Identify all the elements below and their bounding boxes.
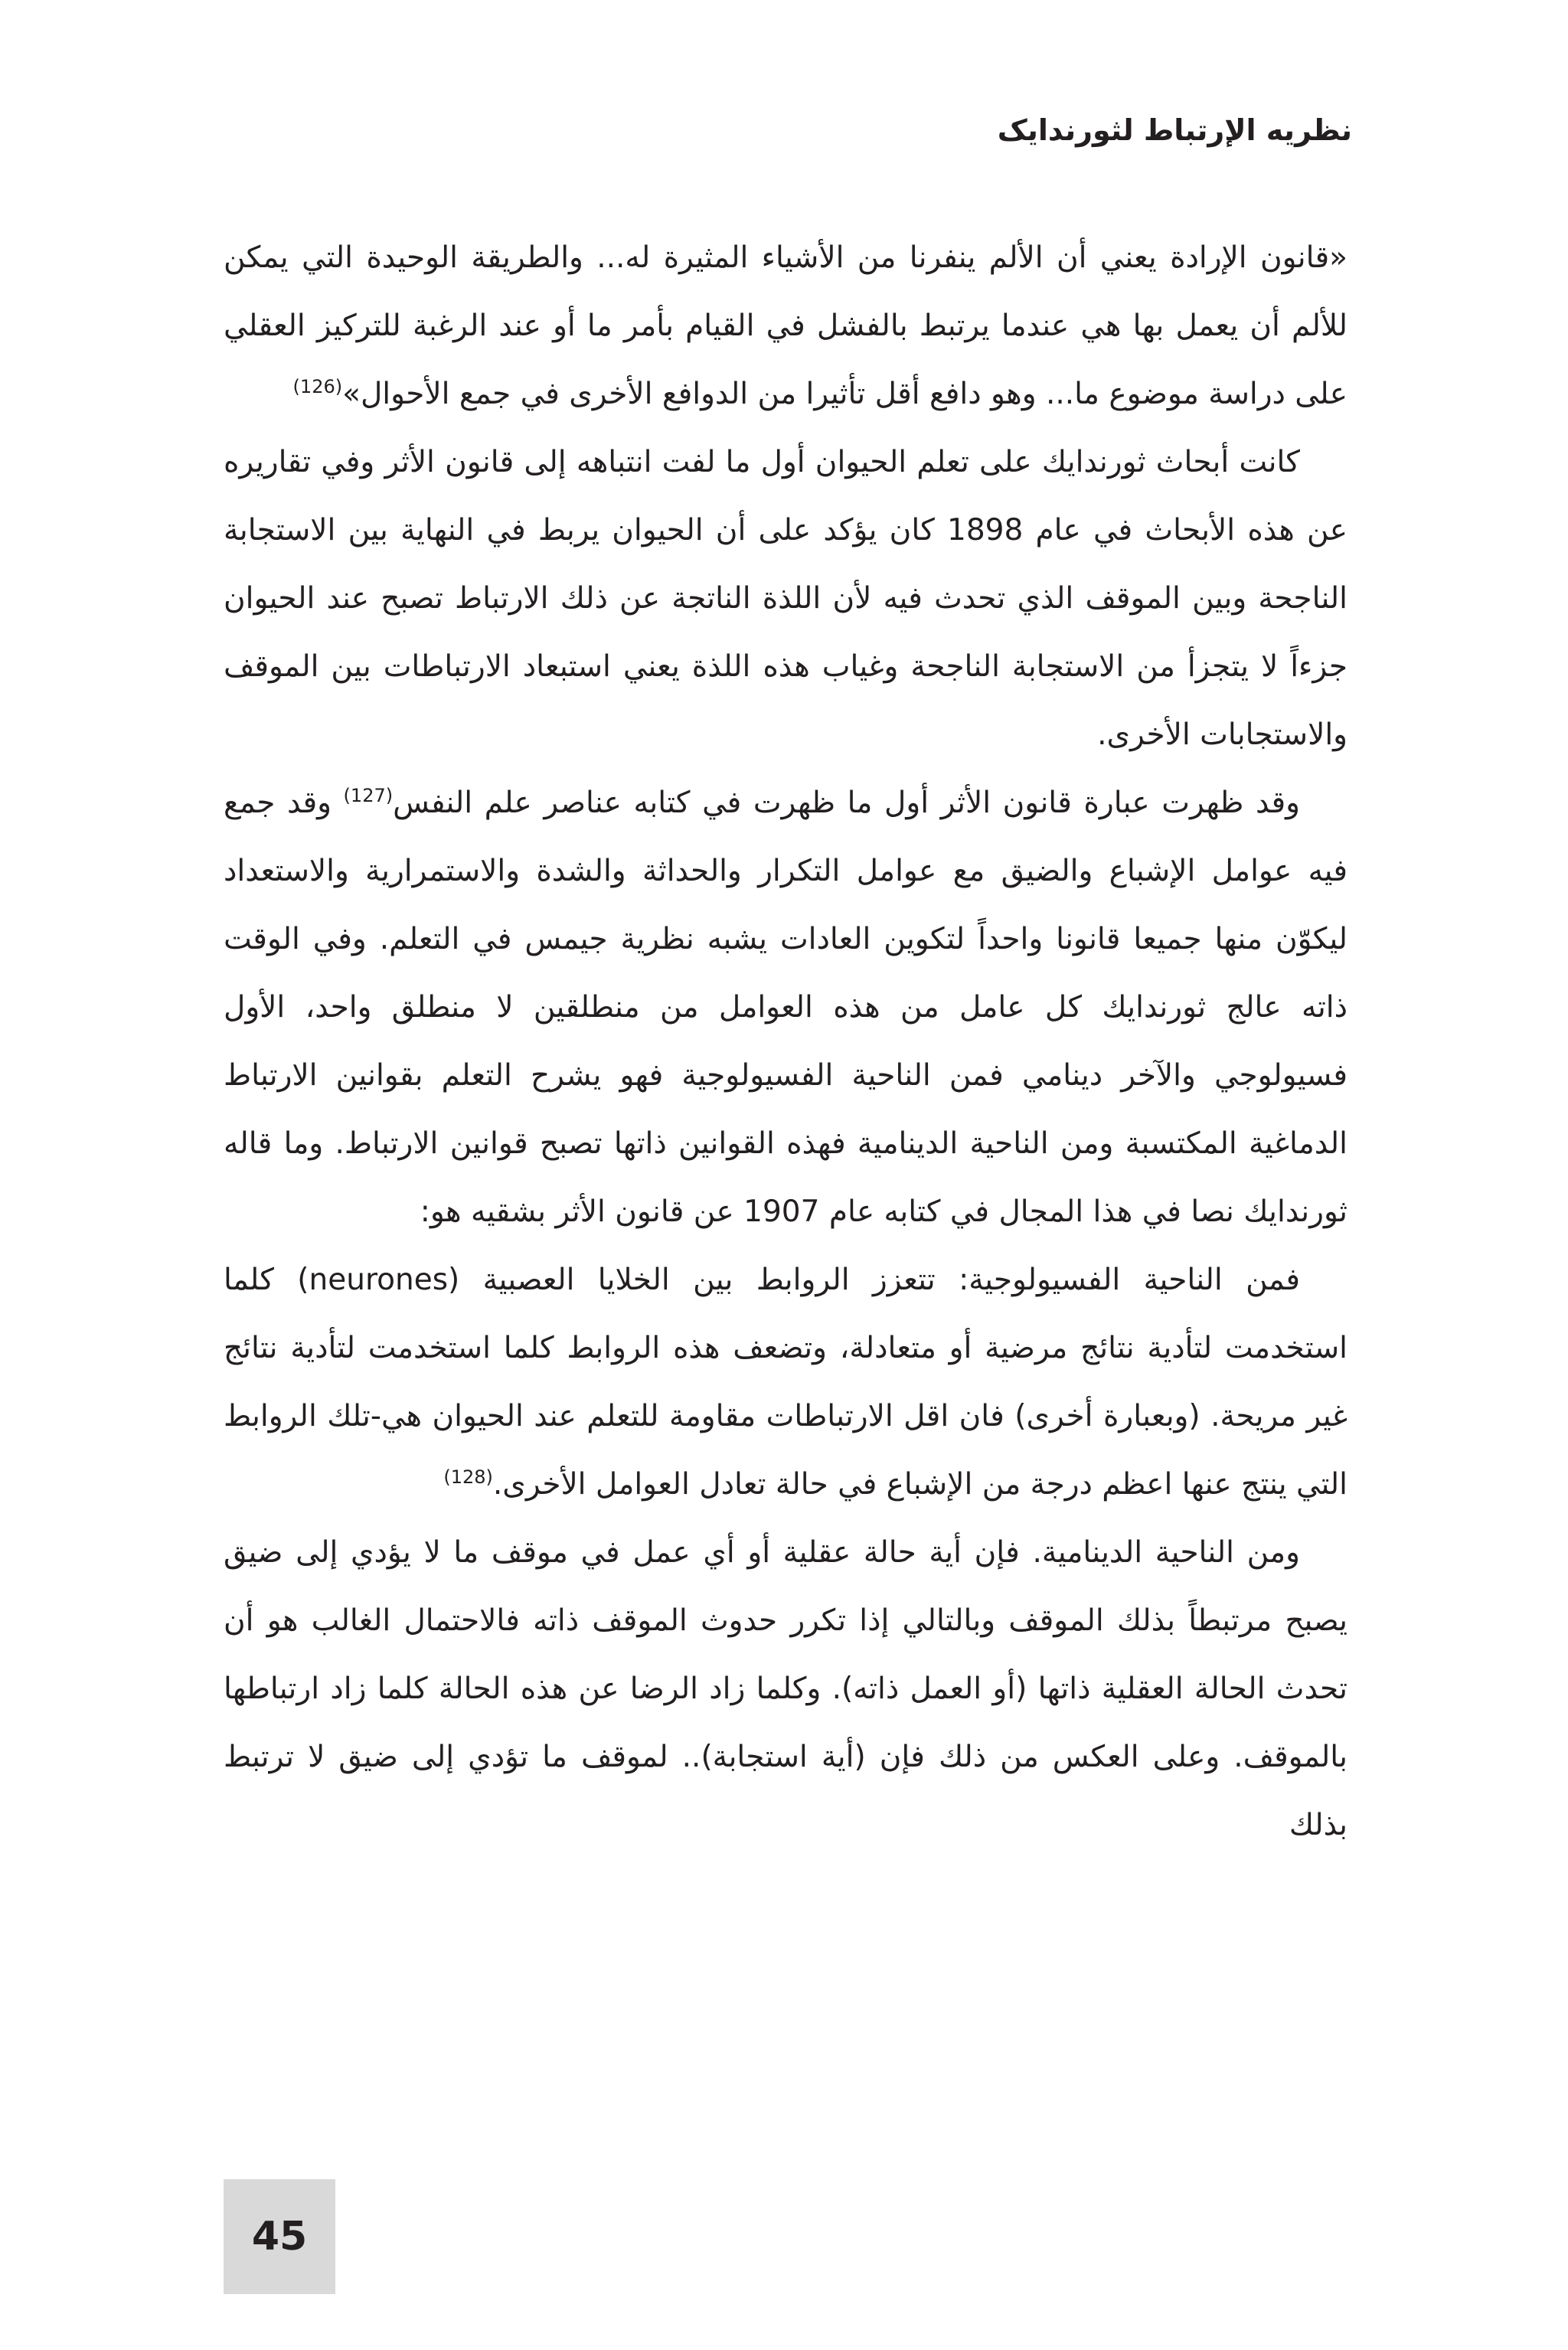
paragraph-animal-research [224,428,1348,769]
paragraph-text: ومن الناحية الدينامية. فإن أية حالة عقلية أو أي عمل في موقف ما لا يؤدي إلى ضيق يصبح مرتبطاً بذلك الموقف وبالتالي إذا تكرر حدوث الموقف ذاته فالاحتمال الغالب هو أن تحدث الحالة العقلية ذاتها (أو العمل ذاته). وكلما زاد الرضا عن هذه الحالة كلما زاد ارتباطها بالموقف. وعلى العكس من ذلك فإن (أية استجابة).. لموقف ما تؤدي إلى ضيق لا ترتبط بذلك [224,1535,1348,1842]
paragraph-text: كلما استخدمت لتأدية نتائج مرضية أو متعادلة، وتضعف هذه الروابط كلما استخدمت لتأدية نتائج غير مريحة. (وبعبارة أخرى) فان اقل الارتباطات مقاومة للتعلم عند الحيوان هي-تلك الروابط التي ينتج عنها اعظم درجة من الإشباع في حالة تعادل العوامل الأخرى. [224,1263,1348,1502]
paragraph-text: كانت أبحاث ثورندايك على تعلم الحيوان أول ما لفت انتباهه إلى قانون الأثر وفي تقاريره عن هذه الأبحاث في عام 1898 كان يؤكد على أن الحيوان يربط في النهاية بين الاستجابة الناجحة وبين الموقف الذي تحدث فيه لأن اللذة الناتجة عن ذلك الارتباط تصبح عند الحيوان جزءاً لا يتجزأ من الاستجابة الناجحة وغياب هذه اللذة يعني استبعاد الارتباطات بين الموقف والاستجابات الأخرى. [224,445,1348,752]
paragraph-physiological [224,1246,1348,1518]
paragraph-text-continued: وقد جمع فيه عوامل الإشباع والضيق مع عوامل التكرار والحداثة والشدة والاستمرارية والاستعداد ليكوّن منها جميعا قانونا واحداً لتكوين العادات يشبه نظرية جيمس في التعلم. وفي الوقت ذاته عالج ثورندايك كل عامل من هذه العوامل من منطلقين لا منطلق واحد، الأول فسيولوجي والآخر دينامي فمن الناحية الفسيولوجية فهو يشرح التعلم بقوانين الارتباط الدماغية المكتسبة ومن الناحية الدينامية فهذه القوانين ذاتها تصبح قوانين الارتباط. وما قاله ثورندايك نصا في هذا المجال في كتابه عام 1907 عن قانون الأثر بشقيه هو: [224,786,1348,1229]
footnote-ref: (127) [343,785,394,806]
paragraph-text: وقد ظهرت عبارة قانون الأثر أول ما ظهرت في كتابه عناصر علم النفس [393,786,1300,820]
body-text [224,224,1348,1859]
latin-term: (neurones) [297,1263,460,1297]
paragraph-text: «قانون الإرادة يعني أن الألم ينفرنا من الأشياء المثيرة له... والطريقة الوحيدة التي يمكن للألم أن يعمل بها هي عندما يرتبط بالفشل في القيام بأمر ما أو عند الرغبة للتركيز العقلي على دراسة موضوع ما... وهو دافع أقل تأثيرا من الدوافع الأخرى في جمع الأحوال» [224,240,1348,411]
footnote-ref: (126) [292,376,343,397]
footnote-ref: (128) [443,1466,493,1488]
running-header: نظريه الإرتباط لثورندايک [997,113,1352,147]
paragraph-dynamic [224,1518,1348,1859]
page-number-box [224,2179,335,2294]
paragraph-law-of-effect [224,769,1348,1246]
paragraph-quote [224,224,1348,428]
page-number: 45 [251,2214,308,2260]
paragraph-text-before: فمن الناحية الفسيولوجية: تتعزز الروابط بين الخلايا العصبية [482,1263,1300,1297]
